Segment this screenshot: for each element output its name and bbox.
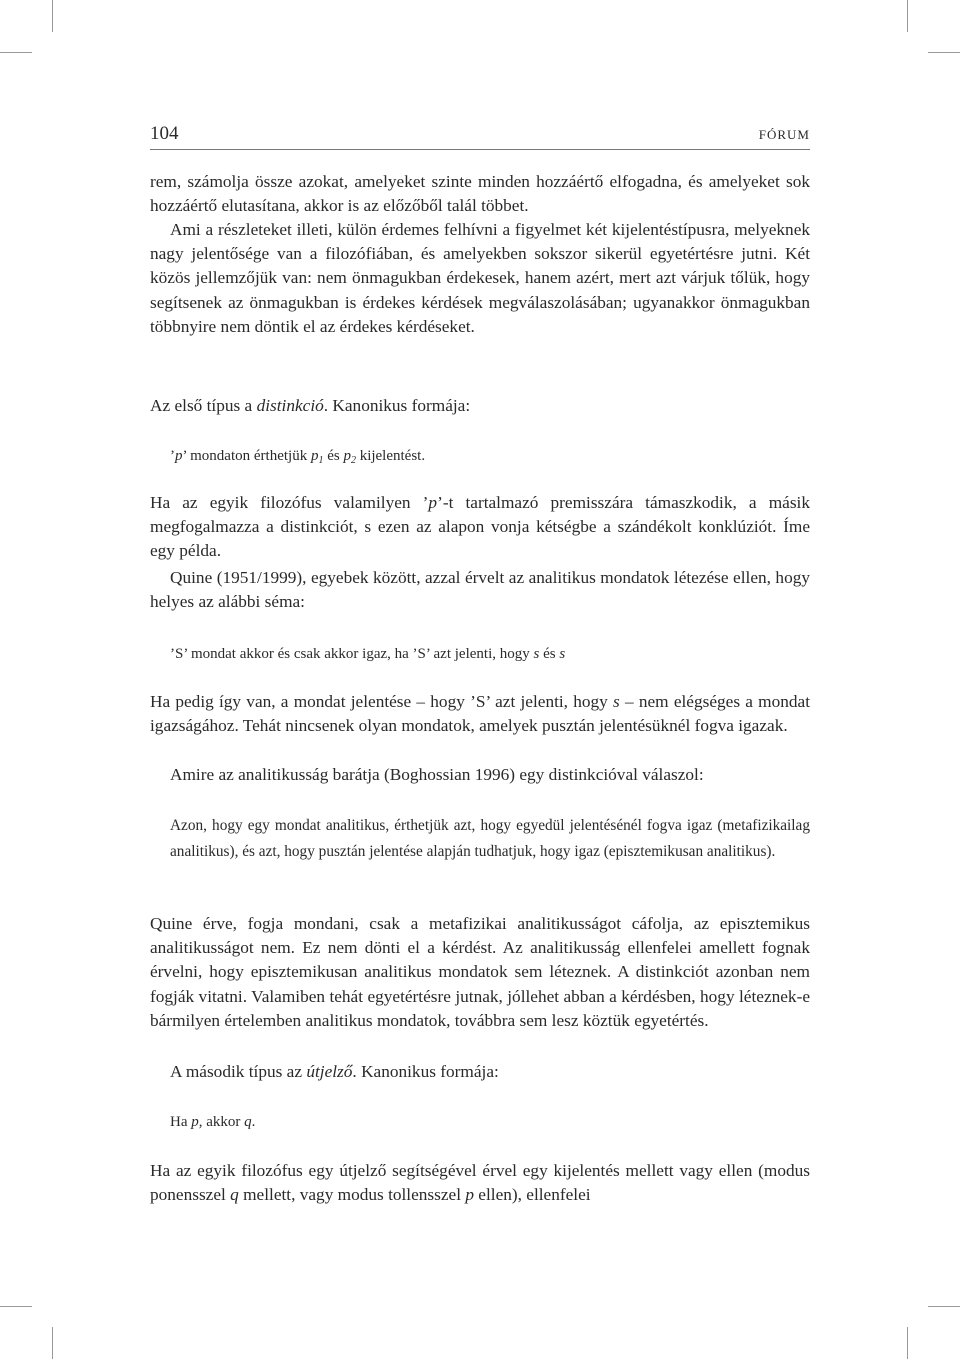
crop-mark-top-right-h	[928, 52, 960, 53]
section-title: FÓRUM	[758, 127, 810, 142]
paragraph-10: Ha az egyik filozófus egy útjelző segítségével érvel egy kijelentés mellett vagy ellen (modus ponensszel q mellett, vagy modus tollensszel p ellen), ellenfelei	[150, 1161, 810, 1205]
formula-distinction: ’p’ mondaton érthetjük $p_1$ és $p_2$ kijelentést.	[170, 448, 426, 466]
formula-signpost: Ha p, akkor q.	[170, 1114, 256, 1130]
crop-mark-top-right	[907, 0, 908, 32]
paragraph-4: Ha az egyik filozófus valamilyen ’p’-t tartalmazó premisszára támaszkodik, a másik megfogalmazza a distinkciót, s ezen az alapon vonja kétségbe a szándékolt konklúziót. Íme egy példa.	[150, 493, 810, 561]
paragraph-5: Quine (1951/1999), egyebek között, azzal érvelt az analitikus mondatok létezése ellen, hogy helyes az alábbi séma:	[150, 568, 810, 612]
paragraph-9: A második típus az útjelző. Kanonikus formája:	[170, 1062, 499, 1081]
page-number: 104	[150, 123, 179, 144]
block-quote: Azon, hogy egy mondat analitikus, érthetjük azt, hogy egyedül jelentésénél fogva igaz (metafizikailag analitikus), és azt, hogy pusztán jelentése alapján tudhatjuk, hogy igaz (episztemikusan analitikus).	[170, 817, 810, 860]
crop-mark-bottom-left-h	[0, 1306, 32, 1307]
term-distinction: distinkció	[256, 396, 324, 415]
paragraph-8: Quine érve, fogja mondani, csak a metafizikai analitikusságot cáfolja, az episztemikus analitikusságot nem. Ez nem dönti el a kérdést. Az analitikusság ellenfelei amellett fognak érvelni, hogy episztemikusan analitikus mondatok sem léteznek. A distinkciót azonban nem fogják vitatni. Valamiben tehát egyetértésre jutnak, jóllehet abban a kérdésben, hogy léteznek-e bármilyen értelemben analitikus mondatok, továbbra sem lesz köztük egyetértés.	[150, 914, 810, 1030]
crop-mark-bottom-right-h	[928, 1306, 960, 1307]
crop-mark-bottom-right	[907, 1327, 908, 1359]
paragraph-3: Az első típus a distinkció. Kanonikus formája:	[150, 396, 471, 415]
formula-schema: ’S’ mondat akkor és csak akkor igaz, ha ’S’ azt jelenti, hogy s és s	[170, 646, 566, 662]
crop-mark-bottom-left	[52, 1327, 53, 1359]
running-header	[150, 119, 810, 150]
paragraph-7: Amire az analitikusság barátja (Boghossian 1996) egy distinkcióval válaszol:	[170, 765, 704, 784]
crop-mark-top-left-h	[0, 52, 32, 53]
term-signpost: útjelző	[306, 1062, 353, 1081]
paragraph-6: Ha pedig így van, a mondat jelentése – hogy ’S’ azt jelenti, hogy s – nem elégséges a mondat igazságához. Tehát nincsenek olyan mondatok, amelyek pusztán jelentésüknél fogva igazak.	[150, 692, 810, 736]
crop-mark-top-left	[52, 0, 53, 32]
paragraph-2: Ami a részleteket illeti, külön érdemes felhívni a figyelmet két kijelentéstípusra, melyeknek nagy jelentősége van a filozófiában, és amelyekben sokszor sikerül egyetértésre jutni. Két közös jellemzőjük van: nem önmagukban érdekesek, hanem azért, mert azt várjuk tőlük, hogy segítsenek az önmagukban is érdekes kérdések megválaszolásában; ugyanakkor önmagukban többnyire nem döntik el az érdekes kérdéseket.	[150, 220, 810, 336]
paragraph-1: rem, számolja össze azokat, amelyeket szinte minden hozzáértő elfogadna, és amelyeket sok hozzáértő elutasítana, akkor is az előzőből talál többet.	[150, 172, 810, 216]
